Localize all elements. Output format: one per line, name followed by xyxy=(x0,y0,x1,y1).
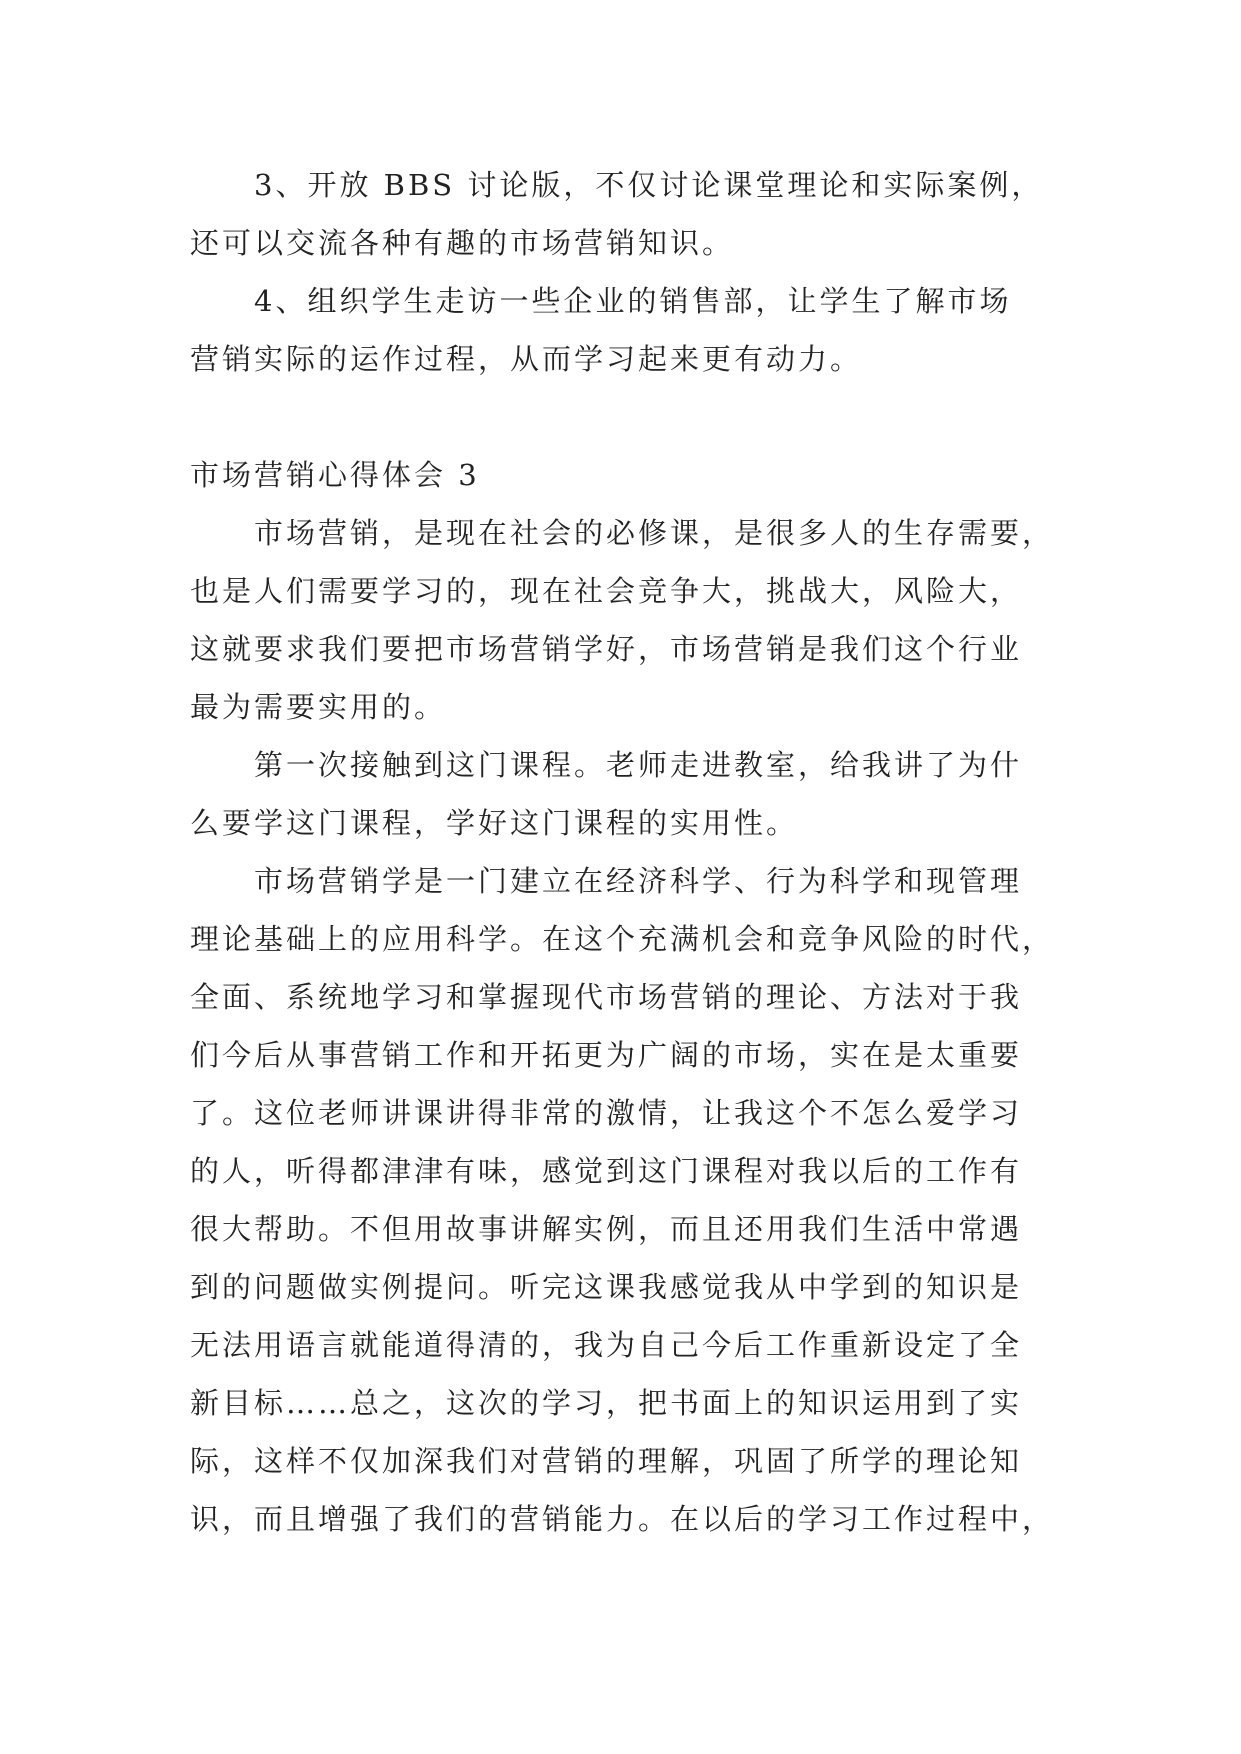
paragraph-line: 到的问题做实例提问。听完这课我感觉我从中学到的知识是 xyxy=(190,1270,1023,1304)
paragraph-line: 营销实际的运作过程，从而学习起来更有动力。 xyxy=(190,342,863,376)
paragraph-line: 也是人们需要学习的，现在社会竞争大，挑战大，风险大， xyxy=(190,574,1023,608)
paragraph xyxy=(190,736,1090,852)
paragraph-line: 识，而且增强了我们的营销能力。在以后的学习工作过程中， xyxy=(190,1502,1055,1536)
paragraph-line: 新目标……总之，这次的学习，把书面上的知识运用到了实 xyxy=(190,1386,1023,1420)
section-heading: 市场营销心得体会 3 xyxy=(190,458,480,492)
paragraph xyxy=(190,852,1090,1548)
paragraph-line: 4、组织学生走访一些企业的销售部，让学生了解市场 xyxy=(254,284,1012,318)
paragraph-line: 们今后从事营销工作和开拓更为广阔的市场，实在是太重要 xyxy=(190,1038,1023,1072)
paragraph-line: 很大帮助。不但用故事讲解实例，而且还用我们生活中常遇 xyxy=(190,1212,1023,1246)
paragraph-line: 市场营销，是现在社会的必修课，是很多人的生存需要， xyxy=(254,516,1055,550)
paragraph xyxy=(190,504,1090,736)
paragraph xyxy=(190,272,1090,388)
paragraph-line: 全面、系统地学习和掌握现代市场营销的理论、方法对于我 xyxy=(190,980,1023,1014)
paragraph-line: 际，这样不仅加深我们对营销的理解，巩固了所学的理论知 xyxy=(190,1444,1023,1478)
paragraph-line: 市场营销学是一门建立在经济科学、行为科学和现管理 xyxy=(254,864,1023,898)
paragraph-line: 这就要求我们要把市场营销学好，市场营销是我们这个行业 xyxy=(190,632,1023,666)
paragraph-line: 最为需要实用的。 xyxy=(190,690,447,724)
paragraph-line: 么要学这门课程，学好这门课程的实用性。 xyxy=(190,806,799,840)
paragraph-line: 理论基础上的应用科学。在这个充满机会和竞争风险的时代， xyxy=(190,922,1055,956)
paragraph xyxy=(190,156,1090,272)
paragraph-line: 的人，听得都津津有味，感觉到这门课程对我以后的工作有 xyxy=(190,1154,1023,1188)
paragraph-line: 还可以交流各种有趣的市场营销知识。 xyxy=(190,226,735,260)
paragraph-line: 了。这位老师讲课讲得非常的激情，让我这个不怎么爱学习 xyxy=(190,1096,1023,1130)
document-page xyxy=(190,156,1090,1548)
paragraph-line: 3、开放 BBS 讨论版，不仅讨论课堂理论和实际案例， xyxy=(254,168,1044,202)
paragraph-line: 第一次接触到这门课程。老师走进教室，给我讲了为什 xyxy=(254,748,1023,782)
paragraph-line: 无法用语言就能道得清的，我为自己今后工作重新设定了全 xyxy=(190,1328,1023,1362)
